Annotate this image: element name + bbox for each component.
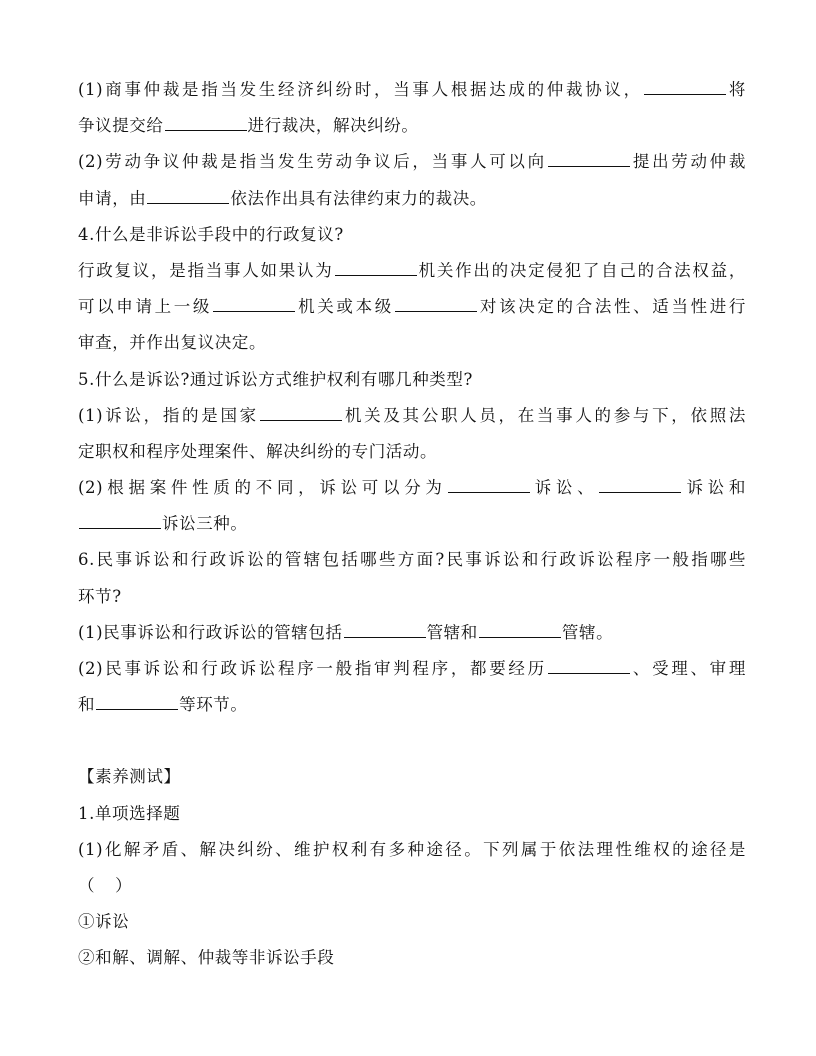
q3-p2-line2: 申请，由 依法作出具有法律约束力的裁决。 (78, 188, 487, 208)
answer-blank[interactable] (644, 78, 726, 95)
answer-blank[interactable] (548, 657, 630, 674)
test-q1-answer-parens[interactable]: （ ） (78, 875, 133, 895)
q6-title-line2: 环节? (78, 586, 122, 606)
q6-p2-line2: 和 等环节。 (78, 695, 248, 715)
q3-p1-line2: 争议提交给 进行裁决，解决纠纷。 (78, 116, 419, 136)
q3-p2-line1: (2)劳动争议仲裁是指当发生劳动争议后，当事人可以向 提出劳动仲裁 (78, 152, 746, 172)
q4-line2: 可以申请上一级 机关或本级 对该决定的合法性、适当性进行 (78, 297, 746, 317)
spacer (78, 723, 746, 759)
q5-p2-line2: 诉讼三种。 (78, 506, 746, 542)
test-section-title: 1.单项选择题 (78, 803, 181, 823)
q4-line1: 行政复议，是指当事人如果认为 机关作出的决定侵犯了自己的合法权益， (78, 260, 746, 280)
answer-blank[interactable] (79, 512, 161, 529)
q5-p1-line2: 定职权和程序处理案件、解决纠纷的专门活动。 (78, 441, 438, 461)
q5-p2-line1: (2)根据案件性质的不同，诉讼可以分为 诉讼、 诉讼和 (78, 478, 746, 498)
document-content (78, 72, 746, 977)
answer-blank[interactable] (395, 295, 477, 312)
answer-blank[interactable] (147, 187, 229, 204)
test-heading: 【素养测试】 (78, 767, 181, 787)
answer-blank[interactable] (335, 259, 417, 276)
q6-p2-line1: (2)民事诉讼和行政诉讼程序一般指审判程序，都要经历 、受理、审理 (78, 659, 746, 678)
answer-blank[interactable] (344, 621, 426, 638)
answer-blank[interactable] (96, 693, 178, 710)
q6-p1: (1)民事诉讼和行政诉讼的管辖包括 管辖和 管辖。 (78, 622, 614, 642)
answer-blank[interactable] (165, 114, 247, 131)
option-1: ①诉讼 (78, 912, 130, 932)
answer-blank[interactable] (260, 404, 342, 421)
q3-p1-line1: (1)商事仲裁是指当发生经济纠纷时，当事人根据达成的仲裁协议， 将 (78, 80, 746, 99)
q5-p1-line1: (1)诉讼，指的是国家 机关及其公职人员，在当事人的参与下，依照法 (78, 405, 746, 425)
answer-blank[interactable] (448, 476, 530, 493)
option-2: ②和解、调解、仲裁等非诉讼手段 (78, 948, 335, 968)
answer-blank[interactable] (548, 150, 630, 167)
q6-title-line1: 6.民事诉讼和行政诉讼的管辖包括哪些方面?民事诉讼和行政诉讼程序一般指哪些 (78, 550, 746, 570)
answer-blank[interactable] (479, 621, 561, 638)
answer-blank[interactable] (599, 476, 681, 493)
q5-title: 5.什么是诉讼?通过诉讼方式维护权利有哪几种类型? (78, 369, 473, 389)
q4-title: 4.什么是非诉讼手段中的行政复议? (78, 224, 344, 244)
test-q1: (1)化解矛盾、解决纠纷、维护权利有多种途径。下列属于依法理性维权的途径是 (78, 839, 746, 859)
q4-line3: 审查，并作出复议决定。 (78, 333, 267, 353)
answer-blank[interactable] (213, 295, 295, 312)
